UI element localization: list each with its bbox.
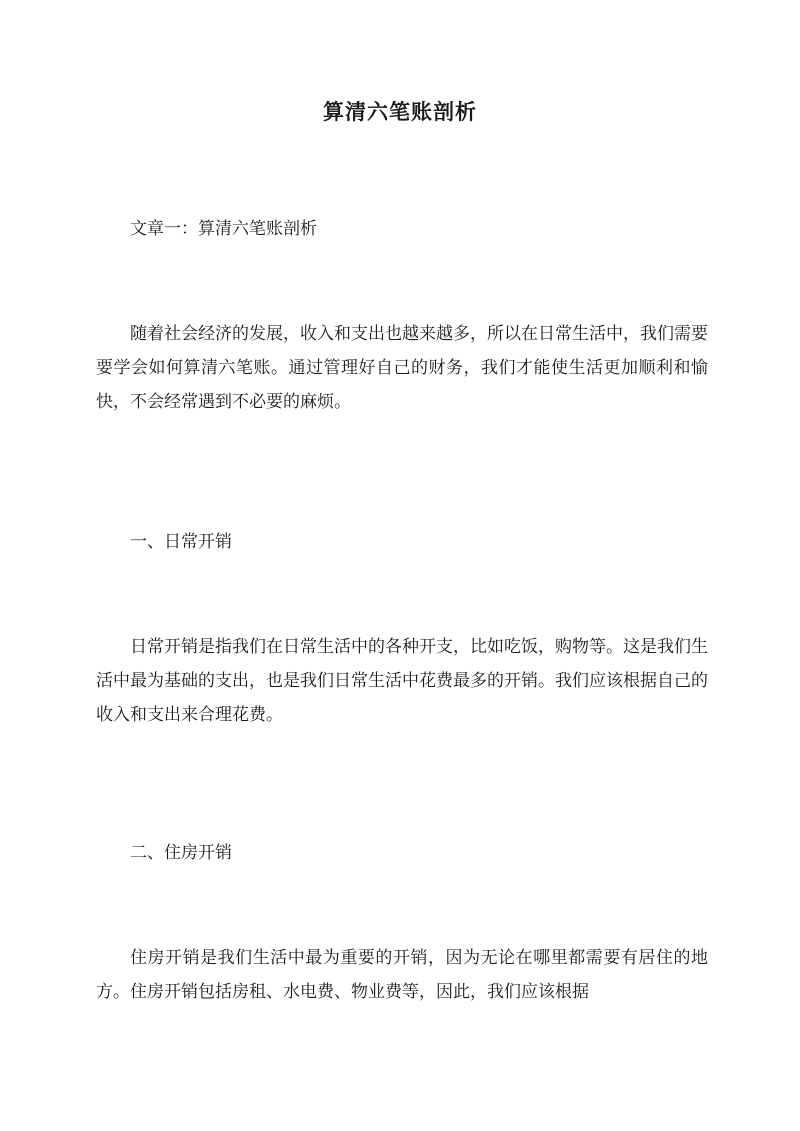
section-heading-housing-expenses: 二、住房开销 [130, 843, 232, 863]
section-heading-daily-expenses: 一、日常开销 [130, 532, 232, 552]
intro-paragraph: 随着社会经济的发展，收入和支出也越来越多，所以在日常生活中，我们需要要学会如何算清六笔账。通过管理好自己的财务，我们才能使生活更加顺利和愉快，不会经常遇到不必要的麻烦。 [96, 324, 708, 412]
section-body-housing-expenses: 住房开销是我们生活中最为重要的开销，因为无论在哪里都需要有居住的地方。住房开销包括房租、水电费、物业费等，因此，我们应该根据 [96, 948, 708, 1002]
section-body-daily-expenses: 日常开销是指我们在日常生活中的各种开支，比如吃饭，购物等。这是我们生活中最为基础的支出，也是我们日常生活中花费最多的开销。我们应该根据自己的收入和支出来合理花费。 [96, 637, 708, 725]
article-label: 文章一：算清六笔账剖析 [130, 219, 317, 239]
document-title: 算清六笔账剖析 [323, 99, 477, 124]
